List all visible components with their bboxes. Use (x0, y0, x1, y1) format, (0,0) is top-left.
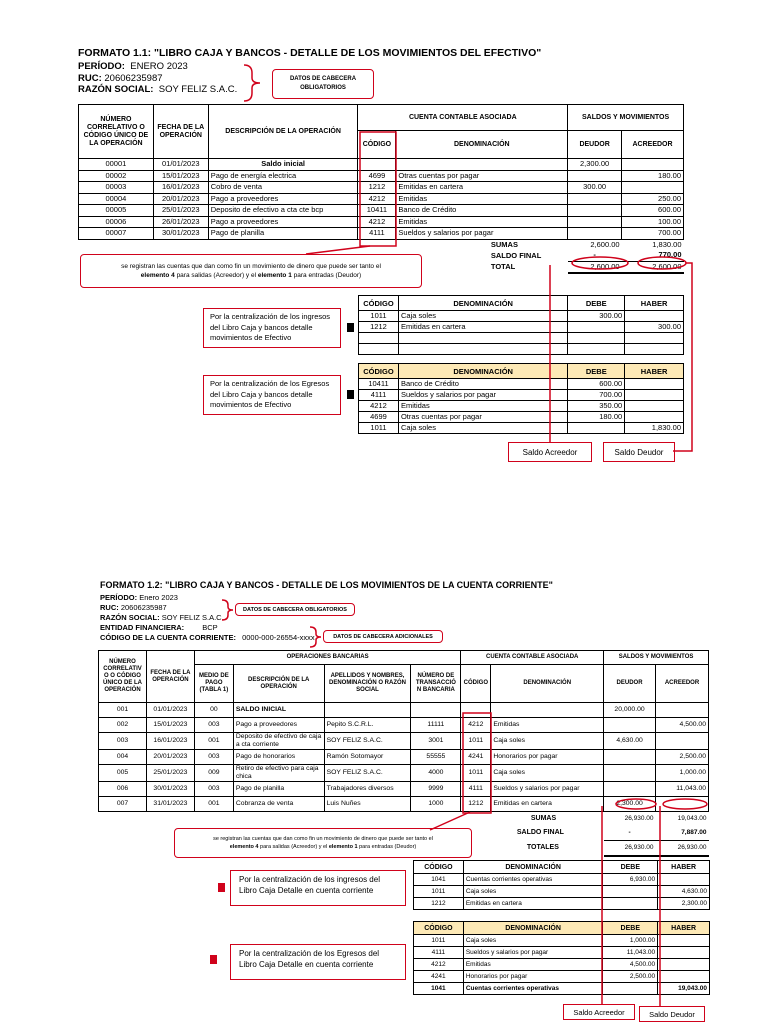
cell-debe: 1,000.00 (603, 935, 658, 947)
note-post: para entradas (Deudor) (359, 844, 417, 850)
cell-fecha: 26/01/2023 (153, 216, 208, 228)
ruc-label: RUC: (100, 603, 119, 612)
cell-debe: 4,500.00 (603, 959, 658, 971)
cell-codigo: 4241 (414, 971, 464, 983)
format2-title: FORMATO 1.2: "LIBRO CAJA Y BANCOS - DETALLE DE LOS MOVIMIENTOS DE LA CUENTA CORRIENTE" (100, 580, 553, 590)
cell-denominacion: Banco de Crédito (398, 379, 567, 390)
cell-codigo: 4212 (358, 216, 396, 228)
cell-numero: 00007 (79, 228, 154, 240)
cell-fecha: 20/01/2023 (146, 750, 194, 765)
cell-denominacion: Emitidas (396, 193, 568, 205)
cell-denominacion: Caja soles (398, 423, 567, 434)
cell-codigo: 4241 (461, 750, 491, 765)
cabecera-note-text: DATOS DE CABECERA OBLIGATORIOS (289, 76, 357, 91)
th-numero: NÚMERO CORRELATIV O O CÓDIGO ÚNICO DE LA OPERACIÓN (99, 651, 147, 703)
cell-descripcion: Pago de energía electrica (208, 170, 358, 182)
cell-numero: 00006 (79, 216, 154, 228)
th-fecha: FECHA DE LA OPERACIÓN (146, 651, 194, 703)
cell-haber: 4,630.00 (658, 886, 710, 898)
th-debe: DEBE (568, 296, 625, 311)
th-debe: DEBE (603, 861, 658, 874)
th-haber: HABER (658, 922, 710, 935)
saldo-final-acreedor: 770.00 (658, 250, 682, 260)
cell-haber: 1,830.00 (625, 423, 684, 434)
saldo-acreedor-label: Saldo Acreedor (563, 1004, 635, 1020)
cell-numero: 002 (99, 718, 147, 733)
periodo-label: PERÍODO: (100, 593, 138, 602)
cell-denominacion: Honorarios por pagar (463, 971, 603, 983)
th-acreedor: ACREEDOR (656, 665, 709, 703)
ingresos-callout: Por la centralización de los ingresos del Libro Caja Detalle en cuenta corriente (230, 870, 406, 906)
saldo-acreedor-oval (638, 257, 686, 269)
cell-debe: 11,043.00 (603, 947, 658, 959)
saldo-acreedor-oval (663, 799, 707, 809)
th-denominacion: DENOMINACIÓN (396, 131, 568, 159)
cell-denominacion: Caja soles (491, 765, 604, 782)
cell-razon-social: SOY FELIZ S.A.C. (324, 733, 411, 750)
th-codigo: CÓDIGO (414, 861, 464, 874)
cell-descripcion: Pago a proveedores (208, 216, 358, 228)
th-codigo: CÓDIGO (359, 296, 399, 311)
cell-haber: 300.00 (625, 322, 684, 333)
cell-transaccion: 9999 (411, 782, 461, 797)
cell-fecha: 15/01/2023 (146, 718, 194, 733)
cell-codigo: 1041 (414, 874, 464, 886)
cell-denominacion: Sueldos y salarios por pagar (398, 390, 567, 401)
total-deudor: 2,600.00 (568, 261, 622, 273)
brace-icon (310, 627, 321, 647)
note-bold-1: elemento 4 (140, 272, 175, 279)
cell-denominacion: Honorarios por pagar (491, 750, 604, 765)
cell-fecha: 30/01/2023 (146, 782, 194, 797)
cell-denominacion: Emitidas en cartera (463, 898, 603, 910)
cell-transaccion: 55555 (411, 750, 461, 765)
th-fecha: FECHA DE LA OPERACIÓN (153, 105, 208, 159)
cell-codigo: 10411 (358, 205, 396, 217)
cell-codigo: 4212 (358, 193, 396, 205)
cell-codigo: 1011 (359, 311, 399, 322)
cell-acreedor: 100.00 (622, 216, 684, 228)
cell-fecha: 01/01/2023 (153, 159, 208, 171)
th-apellidos: APELLIDOS Y NOMBRES, DENOMINACIÓN O RAZÓN SOCIAL (324, 665, 411, 703)
cell-codigo: 4212 (461, 718, 491, 733)
cell-codigo: 1011 (414, 886, 464, 898)
cell-codigo: 1212 (358, 182, 396, 194)
totales-label: TOTALES (526, 844, 559, 852)
cell-numero: 004 (99, 750, 147, 765)
cell-fecha: 16/01/2023 (153, 182, 208, 194)
cell-denominacion: Caja soles (463, 886, 603, 898)
th-medio: MEDIO DE PAGO (TABLA 1) (194, 665, 233, 703)
razon-value: SOY FELIZ S.A.C. (158, 84, 238, 95)
cell-transaccion: 1000 (411, 797, 461, 812)
th-denominacion: DENOMINACIÓN (463, 922, 603, 935)
cell-acreedor: 250.00 (622, 193, 684, 205)
razon-value: SOY FELIZ S.A.C. (161, 613, 224, 622)
egresos-callout: Por la centralización de los Egresos del Libro Caja Detalle en cuenta corriente (230, 944, 406, 980)
cell-debe: 350.00 (568, 401, 625, 412)
saldo-final-label: SALDO FINAL (516, 829, 564, 837)
cell-descripcion: Pago de planilla (233, 782, 324, 797)
th-transaccion: NÚMERO DE TRANSACCIÓ N BANCARIA (411, 665, 461, 703)
cell-codigo: 1212 (414, 898, 464, 910)
cell-medio-pago: 003 (194, 782, 233, 797)
cell-codigo: 1011 (461, 765, 491, 782)
cell-fecha: 16/01/2023 (146, 733, 194, 750)
cell-descripcion: Deposito de efectivo de caja a cta corriente (233, 733, 324, 750)
cell-denominacion: Emitidas en cartera (398, 322, 567, 333)
cell-codigo: 4111 (414, 947, 464, 959)
th-saldos: SALDOS Y MOVIMIENTOS (604, 651, 709, 665)
cell-denominacion: Caja soles (398, 311, 567, 322)
cabecera-obligatorios-note: DATOS DE CABECERA OBLIGATORIOS (235, 603, 355, 616)
note-text: se registran las cuentas que dan como fin un movimiento de dinero que puede ser tanto el (121, 263, 381, 270)
cell-denominacion: Caja soles (491, 733, 604, 750)
cell-debe: 180.00 (568, 412, 625, 423)
cuenta-value: 0000-000-26554-xxxx (242, 633, 315, 642)
cell-medio-pago: 003 (194, 750, 233, 765)
cell-codigo: 4111 (461, 782, 491, 797)
cell-codigo: 1011 (461, 733, 491, 750)
cell-descripcion: Pago de honorarios (233, 750, 324, 765)
cell-fecha: 15/01/2023 (153, 170, 208, 182)
cell-codigo: 1212 (461, 797, 491, 812)
total-acreedor: 2,600.00 (622, 261, 684, 273)
ruc-label: RUC: (78, 72, 102, 84)
cell-descripcion: Pago a proveedores (208, 193, 358, 205)
cell-denominacion: Otras cuentas por pagar (398, 412, 567, 423)
note-bold-2: elemento 1 (257, 272, 292, 279)
cell-numero: 007 (99, 797, 147, 812)
saldo-deudor-oval (616, 799, 656, 809)
codigo-highlight (360, 132, 396, 246)
razon-label: RAZÓN SOCIAL: (100, 613, 160, 622)
th-bancarias: OPERACIONES BANCARIAS (194, 651, 460, 665)
entidad-label: ENTIDAD FINANCIERA: (100, 623, 185, 632)
saldo-acreedor-label: Saldo Acreedor (508, 442, 592, 462)
cell-descripcion: Pago a proveedores (233, 718, 324, 733)
cell-descripcion: Saldo inicial (208, 159, 358, 171)
cell-descripcion: Pago de planilla (208, 228, 358, 240)
cell-razon-social: SOY FELIZ S.A.C. (324, 765, 411, 782)
saldo-final-label: SALDO FINAL (490, 250, 542, 260)
cell-acreedor: 180.00 (622, 170, 684, 182)
cell-razon-social: Ramón Sotomayor (324, 750, 411, 765)
th-codigo: CÓDIGO (414, 922, 464, 935)
cell-transaccion: 3001 (411, 733, 461, 750)
cell-haber: 19,043.00 (658, 983, 710, 995)
cell-acreedor: 1,000.00 (656, 765, 709, 782)
th-debe: DEBE (568, 364, 625, 379)
cell-medio-pago: 00 (194, 703, 233, 718)
cell-numero: 003 (99, 733, 147, 750)
th-denominacion: DENOMINACIÓN (491, 665, 604, 703)
cell-numero: 005 (99, 765, 147, 782)
th-denominacion: DENOMINACIÓN (398, 364, 567, 379)
th-acreedor: ACREEDOR (622, 131, 684, 159)
cell-denominacion: Emitidas en cartera (396, 182, 568, 194)
sumas-label: SUMAS (490, 239, 518, 249)
cell-debe: 600.00 (568, 379, 625, 390)
th-codigo: CÓDIGO (461, 665, 491, 703)
saldo-deudor-oval (572, 257, 628, 269)
cell-deudor: 2,300.00 (604, 797, 656, 812)
th-haber: HABER (625, 296, 684, 311)
cell-codigo: 10411 (359, 379, 399, 390)
entidad-value: BCP (202, 623, 218, 632)
note-post: para entradas (Deudor) (293, 272, 362, 279)
th-deudor: DEUDOR (604, 665, 656, 703)
cell-descripcion: Cobro de venta (208, 182, 358, 194)
egresos-callout: Por la centralización de los Egresos del Libro Caja y bancos detalle movimientos de Efectivo (203, 375, 341, 415)
cell-fecha: 20/01/2023 (153, 193, 208, 205)
cell-numero: 00005 (79, 205, 154, 217)
cell-codigo: 4212 (359, 401, 399, 412)
cell-fecha: 30/01/2023 (153, 228, 208, 240)
cell-fecha: 31/01/2023 (146, 797, 194, 812)
cell-deudor: 2,300.00 (568, 159, 622, 171)
cell-razon-social: Pepito S.C.R.L. (324, 718, 411, 733)
razon-label: RAZÓN SOCIAL: (78, 84, 154, 95)
cell-codigo: 1011 (414, 935, 464, 947)
cell-codigo: 4111 (358, 228, 396, 240)
th-cuenta: CUENTA CONTABLE ASOCIADA (461, 651, 604, 665)
sumas-acreedor: 1,830.00 (652, 239, 682, 249)
note-mid: para salidas (Acreedor) y el (176, 272, 257, 279)
cell-acreedor: 11,043.00 (656, 782, 709, 797)
cell-acreedor: 2,500.00 (656, 750, 709, 765)
cell-razon-social: Luis Nuñes (324, 797, 411, 812)
saldo-final-deudor: - (628, 829, 631, 836)
cell-numero: 00002 (79, 170, 154, 182)
cell-numero: 00004 (79, 193, 154, 205)
cell-acreedor: 700.00 (622, 228, 684, 240)
cell-medio-pago: 003 (194, 718, 233, 733)
th-denominacion: DENOMINACIÓN (398, 296, 567, 311)
cell-denominacion: Otras cuentas por pagar (396, 170, 568, 182)
saldo-deudor-pointer (673, 263, 692, 451)
th-cuenta: CUENTA CONTABLE ASOCIADA (358, 105, 568, 131)
cell-numero: 00001 (79, 159, 154, 171)
cell-numero: 006 (99, 782, 147, 797)
cell-fecha: 25/01/2023 (146, 765, 194, 782)
cell-debe: 700.00 (568, 390, 625, 401)
cell-descripcion: Cobranza de venta (233, 797, 324, 812)
cell-debe: 300.00 (568, 311, 625, 322)
saldo-deudor-label: Saldo Deudor (639, 1006, 705, 1022)
cell-denominacion: Emitidas en cartera (491, 797, 604, 812)
note-text: se registran las cuentas que dan como fin un movimiento de dinero que puede ser tanto el (213, 836, 433, 842)
saldo-final-deudor: - (593, 250, 596, 260)
cell-numero: 00003 (79, 182, 154, 194)
totales-deudor: 26,930.00 (604, 841, 656, 857)
periodo-value: Enero 2023 (139, 593, 178, 602)
th-desc: DESCRIPCIÓN DE LA OPERACIÓN (208, 105, 358, 159)
ruc-value: 20606235987 (120, 603, 167, 612)
total-label: TOTAL (490, 262, 516, 271)
cell-codigo: 4699 (358, 170, 396, 182)
totales-acreedor: 26,930.00 (656, 841, 709, 857)
cell-deudor: 300.00 (568, 182, 622, 194)
periodo-label: PERÍODO: (78, 61, 125, 72)
cell-denominacion: Sueldos y salarios por pagar (491, 782, 604, 797)
th-desc: DESCRIPCIÓN DE LA OPERACIÓN (233, 665, 324, 703)
brace-icon (244, 65, 260, 101)
sumas-acreedor: 19,043.00 (677, 815, 707, 822)
sumas-deudor: 2,600.00 (590, 239, 620, 249)
cell-denominacion: Banco de Crédito (396, 205, 568, 217)
ingresos-callout: Por la centralización de los ingresos del Libro Caja y bancos detalle movimientos de Efectivo (203, 308, 341, 348)
cell-deudor: 20,000.00 (604, 703, 656, 718)
cell-denominacion: Cuentas corrientes operativas (463, 983, 603, 995)
cell-denominacion: Emitidas (463, 959, 603, 971)
saldo-deudor-label: Saldo Deudor (603, 442, 675, 462)
cabecera-adicionales-note: DATOS DE CABECERA ADICIONALES (323, 630, 443, 643)
cell-numero: 001 (99, 703, 147, 718)
sumas-deudor: 26,930.00 (624, 815, 654, 822)
th-haber: HABER (658, 861, 710, 874)
cell-medio-pago: 001 (194, 733, 233, 750)
cell-denominacion: Caja soles (463, 935, 603, 947)
format1-title: FORMATO 1.1: "LIBRO CAJA Y BANCOS - DETALLE DE LOS MOVIMIENTOS DEL EFECTIVO" (78, 47, 542, 59)
cell-descripcion: Retiro de efectivo para caja chica (233, 765, 324, 782)
th-numero: NÚMERO CORRELATIVO O CÓDIGO ÚNICO DE LA OPERACIÓN (79, 105, 154, 159)
th-haber: HABER (625, 364, 684, 379)
codigo-highlight (463, 713, 491, 813)
periodo-value: ENERO 2023 (130, 61, 188, 72)
cell-codigo: 4212 (414, 959, 464, 971)
th-deudor: DEUDOR (568, 131, 622, 159)
cell-haber: 2,300.00 (658, 898, 710, 910)
cell-denominacion: Sueldos y salarios por pagar (396, 228, 568, 240)
cell-debe: 6,930.00 (603, 874, 658, 886)
cell-transaccion: 4000 (411, 765, 461, 782)
cell-codigo: 4111 (359, 390, 399, 401)
cell-codigo: 1011 (359, 423, 399, 434)
th-codigo: CÓDIGO (359, 364, 399, 379)
cell-descripcion: Deposito de efectivo a cta cte bcp (208, 205, 358, 217)
note-bold-1: elemento 4 (229, 844, 259, 850)
cell-denominacion: Emitidas (398, 401, 567, 412)
cell-medio-pago: 009 (194, 765, 233, 782)
cell-codigo: 1212 (359, 322, 399, 333)
cell-denominacion: Cuentas corrientes operativas (463, 874, 603, 886)
th-debe: DEBE (603, 922, 658, 935)
cell-denominacion: Sueldos y salarios por pagar (463, 947, 603, 959)
cell-deudor: 4,630.00 (604, 733, 656, 750)
saldo-final-acreedor: 7,887.00 (681, 829, 707, 836)
note-pointer (430, 812, 470, 830)
cell-medio-pago: 001 (194, 797, 233, 812)
cell-codigo: 4699 (359, 412, 399, 423)
sumas-label: SUMAS (530, 815, 557, 822)
note-pointer (306, 246, 370, 254)
th-saldos: SALDOS Y MOVIMIENTOS (568, 105, 684, 131)
note-bold-2: elemento 1 (328, 844, 358, 850)
cell-acreedor: 600.00 (622, 205, 684, 217)
ruc-value: 20606235987 (104, 72, 163, 84)
note-mid: para salidas (Acreedor) y el (260, 844, 328, 850)
cell-fecha: 01/01/2023 (146, 703, 194, 718)
cell-denominacion: Emitidas (396, 216, 568, 228)
cell-codigo: 1041 (414, 983, 464, 995)
brace-icon (222, 600, 233, 620)
cell-razon-social: Trabajadores diversos (324, 782, 411, 797)
cell-descripcion: SALDO INICIAL (233, 703, 324, 718)
cell-fecha: 25/01/2023 (153, 205, 208, 217)
cell-debe: 2,500.00 (603, 971, 658, 983)
th-denominacion: DENOMINACIÓN (463, 861, 603, 874)
th-codigo: CÓDIGO (358, 131, 396, 159)
cell-denominacion: Emitidas (491, 718, 604, 733)
cuenta-label: CÓDIGO DE LA CUENTA CORRIENTE: (100, 633, 236, 642)
cell-acreedor: 4,500.00 (656, 718, 709, 733)
cell-transaccion: 11111 (411, 718, 461, 733)
